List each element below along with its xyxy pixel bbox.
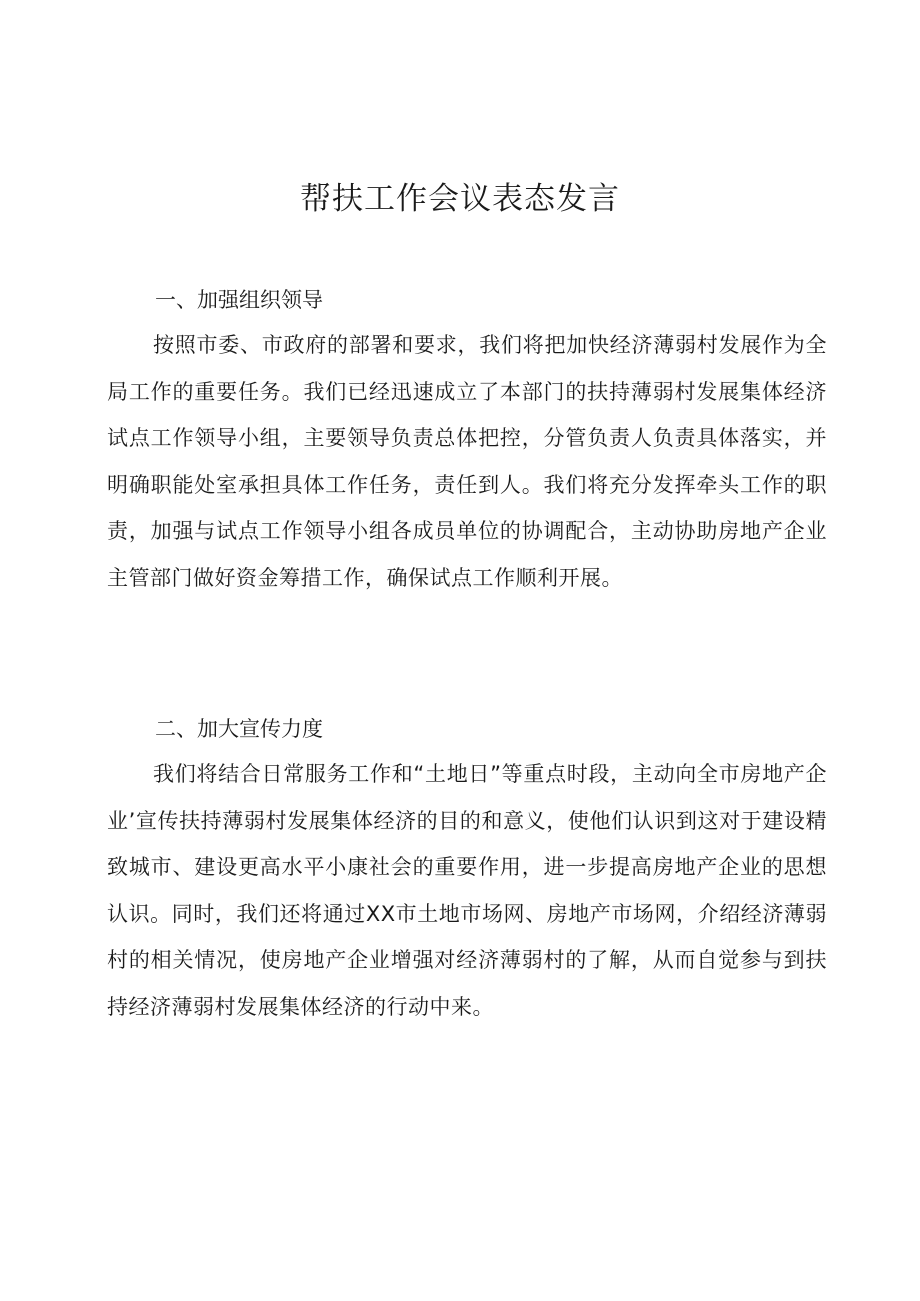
section-publicity	[107, 707, 827, 1031]
section-heading: 二、加大宣传力度	[155, 717, 323, 741]
section-paragraph: 我们将结合日常服务工作和“土地日”等重点时段，主动向全市房地产企业’宣传扶持薄弱村发展集体经济的目的和意义，使他们认识到这对于建设精致城市、建设更高水平小康社会的重要作用，进一步提高房地产企业的思想认识。同时，我们还将通过XX市土地市场网、房地产市场网，介绍经济薄弱村的相关情况，使房地产企业增强对经济薄弱村的了解，从而自觉参与到扶持经济薄弱村发展集体经济的行动中来。	[107, 762, 827, 1019]
document-title: 帮扶工作会议表态发言	[300, 181, 620, 217]
section-heading: 一、加强组织领导	[155, 288, 323, 312]
section-paragraph: 按照市委、市政府的部署和要求，我们将把加快经济薄弱村发展作为全局工作的重要任务。我们已经迅速成立了本部门的扶持薄弱村发展集体经济试点工作领导小组，主要领导负责总体把控，分管负责人负责具体落实，并明确职能处室承担具体工作任务，责任到人。我们将充分发挥牵头工作的职责，加强与试点工作领导小组各成员单位的协调配合，主动协助房地产企业主管部门做好资金筹措工作，确保试点工作顺利开展。	[107, 333, 827, 590]
section-organization-leadership	[107, 278, 827, 602]
